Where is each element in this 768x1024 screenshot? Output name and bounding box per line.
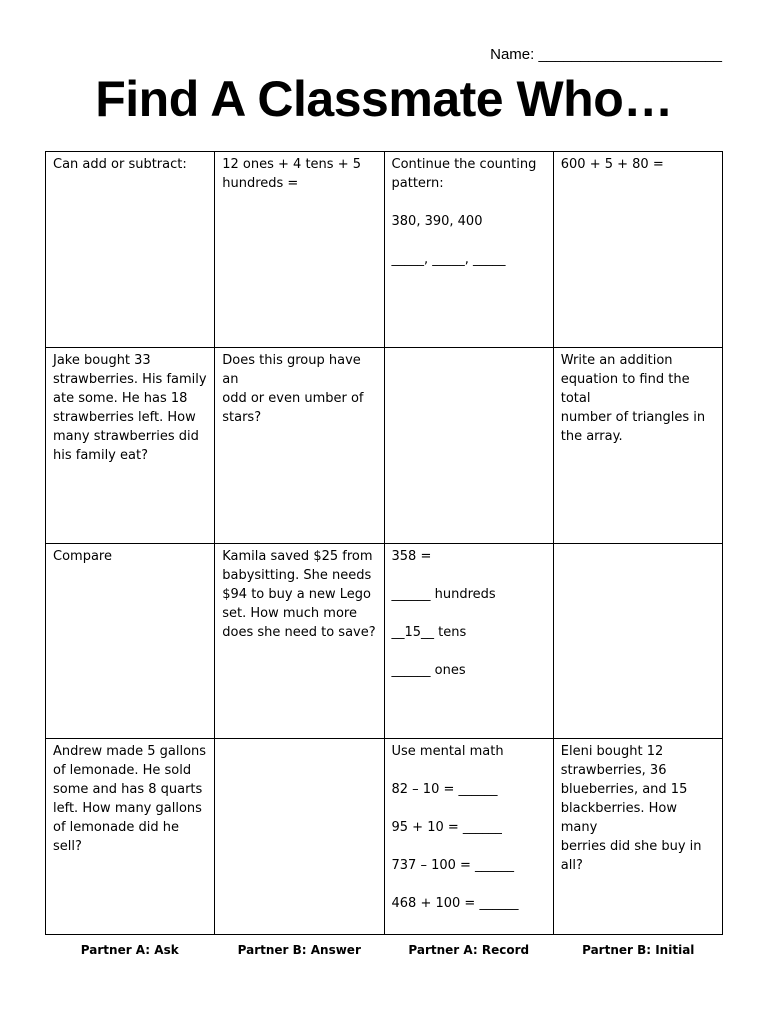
- grid-cell: [384, 152, 553, 348]
- cell-text-line: left. How many gallons: [53, 801, 202, 817]
- cell-text-line: Jake bought 33: [53, 352, 151, 368]
- grid-cell: [384, 739, 553, 935]
- cell-text-line: strawberries, 36: [560, 763, 667, 779]
- cell-text-line: _____, _____, _____: [391, 252, 506, 267]
- cell-text-line: Andrew made 5 gallons: [53, 744, 207, 760]
- cell-text-line: 82 – 10 = ______: [391, 782, 498, 798]
- cell-text-line: the array.: [560, 428, 623, 444]
- partner-b-answer-label: Partner B: Answer: [237, 943, 361, 957]
- grid-row: [46, 739, 723, 935]
- grid-row: [46, 347, 723, 543]
- cell-spacer: [392, 604, 546, 623]
- cell-text-line: 468 + 100 = ______: [391, 896, 519, 912]
- cell-text-line: many strawberries did: [53, 428, 199, 444]
- grid-row: [46, 152, 723, 348]
- grid-cell: [46, 347, 215, 543]
- cell-spacer: [392, 799, 546, 818]
- cell-spacer: [392, 875, 546, 894]
- cell-text-line: does she need to save?: [222, 624, 376, 640]
- cell-text-line: ate some. He has 18: [53, 390, 188, 406]
- cell-text-line: $94 to buy a new Lego: [222, 586, 372, 602]
- cell-text-line: hundreds =: [222, 176, 299, 191]
- cell-text-line: strawberries left. How: [53, 409, 196, 425]
- cell-text-line: odd or even umber of: [222, 390, 364, 406]
- partner-b-initial-label: Partner B: Initial: [582, 943, 695, 957]
- partner-a-ask-label: Partner A: Ask: [80, 943, 179, 957]
- cell-text-line: 380, 390, 400: [391, 214, 483, 229]
- grid-cell: [46, 543, 215, 739]
- grid-cell: [384, 347, 553, 543]
- cell-text-line: blackberries. How many: [560, 801, 677, 836]
- grid-cell: [46, 739, 215, 935]
- grid-row: [46, 543, 723, 739]
- cell-spacer: [392, 566, 546, 585]
- grid-cell: [553, 739, 722, 935]
- grid-cell: [215, 347, 384, 543]
- cell-text-line: Kamila saved $25 from: [222, 548, 373, 564]
- page-title: Find A Classmate Who…: [95, 71, 673, 127]
- partner-roles-footer: [45, 943, 723, 957]
- cell-text-line: ______ ones: [391, 662, 466, 678]
- cell-text-line: some and has 8 quarts: [53, 782, 203, 798]
- cell-spacer: [392, 642, 546, 661]
- cell-text-line: Continue the counting: [391, 157, 537, 172]
- grid-cell: [384, 543, 553, 739]
- cell-text-line: Write an addition: [560, 352, 673, 368]
- cell-text-line: blueberries, and 15: [560, 782, 688, 798]
- cell-text-line: Can add or subtract:: [53, 157, 187, 172]
- cell-text-line: pattern:: [391, 176, 444, 191]
- cell-spacer: [392, 193, 546, 212]
- cell-text-line: strawberries. His family: [53, 371, 207, 387]
- cell-text-line: __15__ tens: [391, 624, 467, 640]
- cell-text-line: of lemonade. He sold: [53, 763, 192, 779]
- cell-text-line: 358 =: [391, 548, 432, 564]
- cell-text-line: 737 – 100 = ______: [391, 858, 515, 874]
- cell-text-line: his family eat?: [53, 447, 148, 463]
- cell-text-line: set. How much more: [222, 605, 357, 621]
- grid-cell: [215, 152, 384, 348]
- cell-text-line: babysitting. She needs: [222, 567, 372, 583]
- grid-cell: [215, 543, 384, 739]
- cell-text-line: stars?: [222, 409, 262, 425]
- grid-cell: [215, 739, 384, 935]
- partner-a-record-label: Partner A: Record: [408, 943, 530, 957]
- cell-text-line: Use mental math: [391, 744, 504, 760]
- cell-spacer: [392, 837, 546, 856]
- name-field-label: Name: ______________________: [490, 46, 722, 63]
- cell-text-line: ______ hundreds: [391, 586, 496, 602]
- grid-cell: [46, 152, 215, 348]
- cell-text-line: Eleni bought 12: [560, 744, 664, 760]
- cell-text-line: of lemonade did he sell?: [53, 820, 179, 855]
- cell-text-line: Compare: [53, 548, 112, 564]
- grid-cell: [553, 347, 722, 543]
- cell-spacer: [392, 761, 546, 780]
- grid-cell: [553, 152, 722, 348]
- cell-text-line: 95 + 10 = ______: [391, 820, 502, 836]
- cell-text-line: berries did she buy in all?: [560, 839, 702, 874]
- cell-text-line: 600 + 5 + 80 =: [560, 157, 664, 172]
- cell-text-line: number of triangles in: [560, 409, 706, 425]
- cell-spacer: [392, 231, 546, 250]
- cell-text-line: 12 ones + 4 tens + 5: [222, 157, 361, 172]
- cell-text-line: equation to find the total: [560, 371, 690, 406]
- grid-cell: [553, 543, 722, 739]
- cell-text-line: Does this group have an: [222, 352, 361, 387]
- bingo-grid: [45, 151, 723, 935]
